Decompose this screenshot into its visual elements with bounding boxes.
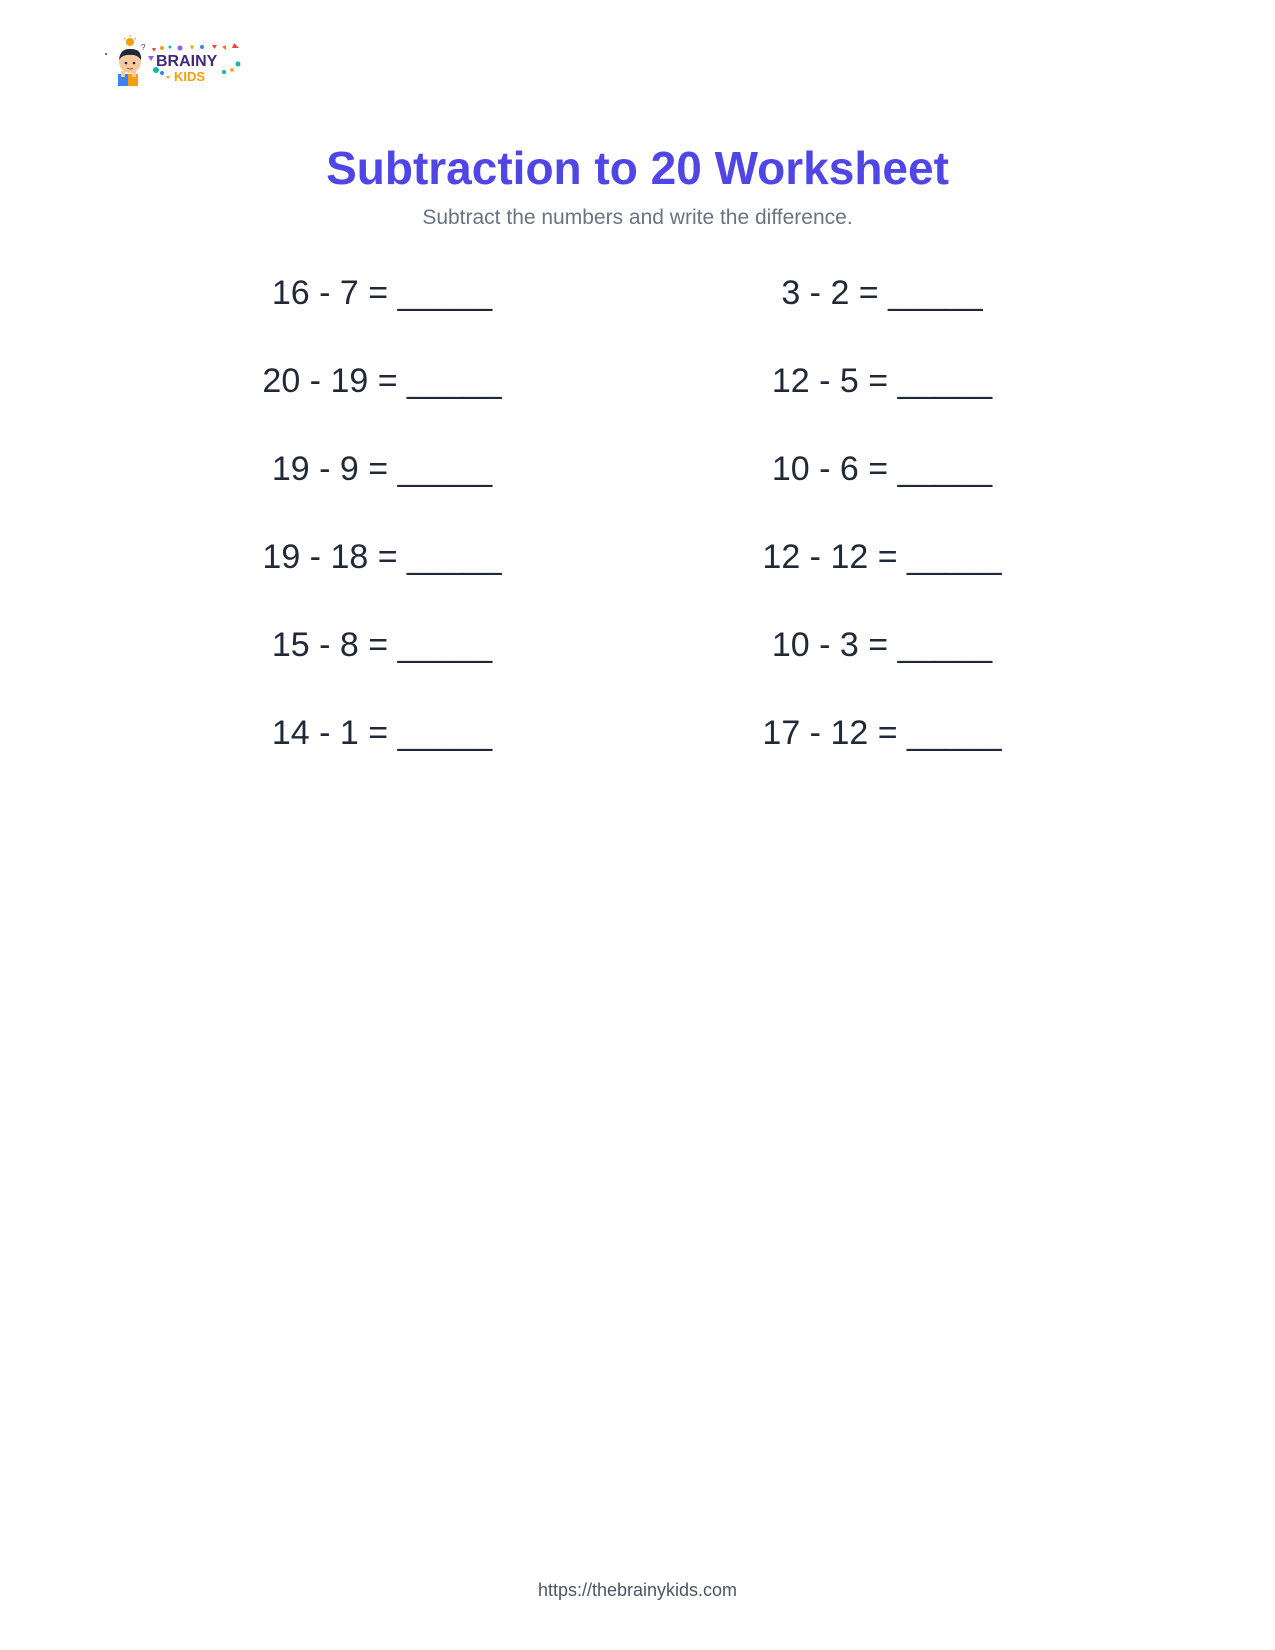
worksheet-instructions: Subtract the numbers and write the difference. <box>422 206 853 229</box>
problem-item: 16 - 7 = _____ <box>271 274 493 312</box>
svg-text:KIDS: KIDS <box>174 69 206 84</box>
problem-item: 17 - 12 = _____ <box>762 714 1002 752</box>
problem-item: 14 - 1 = _____ <box>271 714 493 752</box>
problem-item: 12 - 5 = _____ <box>771 362 993 400</box>
footer-url[interactable]: https://thebrainykids.com <box>537 1580 738 1600</box>
worksheet-title: Subtraction to 20 Worksheet <box>326 142 949 194</box>
problem-item: 12 - 12 = _____ <box>762 538 1002 576</box>
problem-item: 10 - 6 = _____ <box>771 450 993 488</box>
problem-item: 20 - 19 = _____ <box>262 362 502 400</box>
problem-item: 19 - 9 = _____ <box>271 450 493 488</box>
problem-item: 3 - 2 = _____ <box>781 274 983 312</box>
problem-item: 19 - 18 = _____ <box>262 538 502 576</box>
problem-item: 10 - 3 = _____ <box>771 626 993 664</box>
brainy-kids-logo <box>104 34 254 94</box>
problem-item: 15 - 8 = _____ <box>271 626 493 664</box>
svg-text:?: ? <box>141 43 146 52</box>
lightbulb-icon <box>126 38 134 46</box>
svg-text:BRAINY: BRAINY <box>156 53 218 70</box>
